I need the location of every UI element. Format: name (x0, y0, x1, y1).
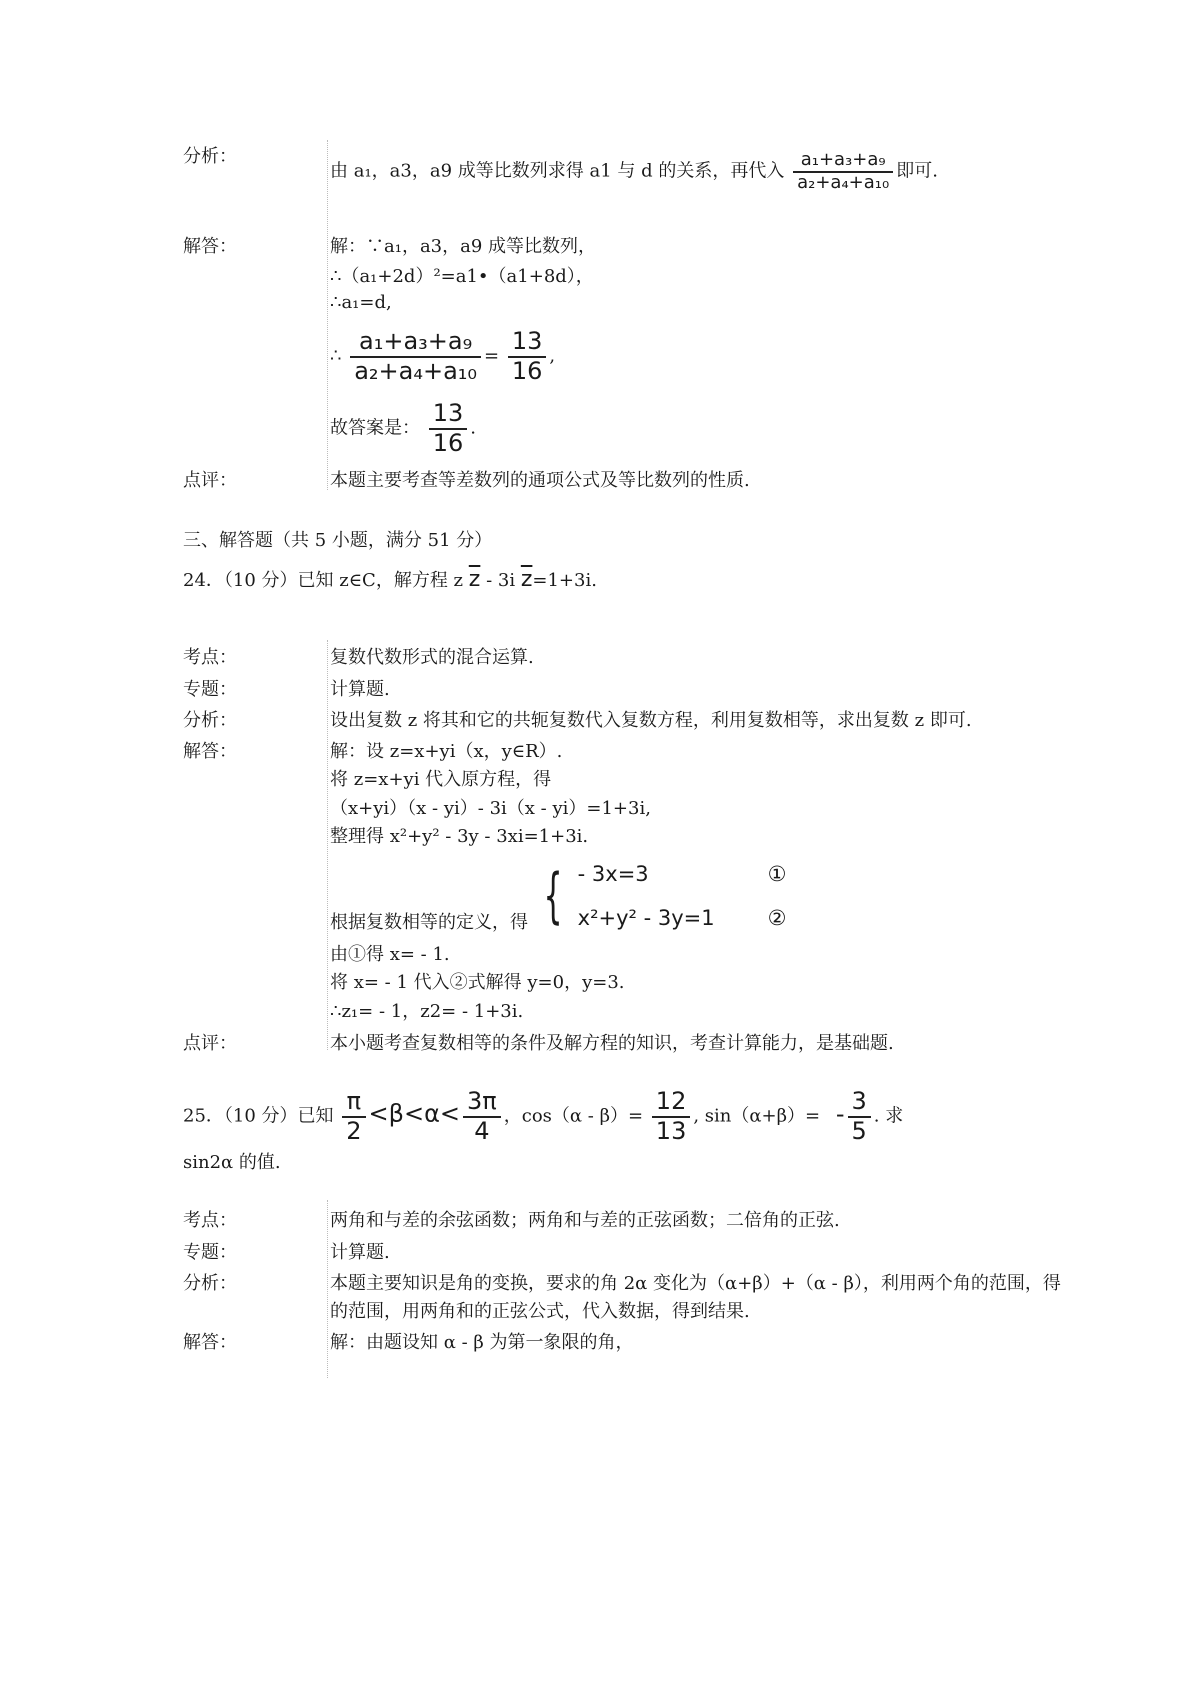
system-row-1 (578, 852, 787, 896)
fraction-denominator: 13 (652, 1116, 691, 1146)
q24-sol-line5 (330, 852, 786, 940)
equation-system (578, 852, 787, 940)
stem-tail: . 求 (873, 1105, 904, 1127)
fraction-denominator: a₂+a₄+a₁₀ (793, 171, 893, 194)
cos-value (652, 1088, 691, 1145)
q25-point-label: 考点： (183, 1210, 237, 1231)
ratio-fraction (350, 328, 481, 385)
q23-review-label: 点评： (183, 470, 237, 491)
q24-analysis-label: 分析： (183, 710, 237, 731)
q24-sol-line7: 将 x= - 1 代入②式解得 y=0，y=3. (330, 972, 625, 993)
q24-topic-label: 专题： (183, 679, 237, 700)
q24-review-label: 点评： (183, 1033, 237, 1054)
q24-sol-line3: （x+yi）（x - yi）- 3i（x - yi）=1+3i, (330, 798, 651, 819)
q24-sol-line8: ∴z₁= - 1，z2= - 1+3i. (330, 1001, 524, 1022)
q23-analysis-label: 分析： (183, 146, 237, 167)
therefore-symbol: ∴ (330, 345, 342, 367)
q25-stem-line1 (183, 1088, 903, 1145)
q23-sol-line3: ∴a₁=d, (330, 292, 392, 313)
result-numerator: 13 (511, 327, 543, 355)
q25-analysis-line2: 的范围，用两角和的正弦公式，代入数据，得到结果. (330, 1301, 750, 1322)
answer-denominator: 16 (429, 428, 468, 458)
q23-sol-fraction-line (330, 328, 555, 385)
q25-analysis-line1: 本题主要知识是角的变换，要求的角 2α 变化为（α+β）+（α - β），利用两个角的范围，得 (330, 1273, 1061, 1294)
column-divider-q24 (327, 640, 328, 1050)
circled-one: ① (767, 862, 787, 886)
stem-prefix: 24．（10 分）已知 z∈C，解方程 z (183, 570, 464, 591)
q25-topic-text: 计算题. (330, 1242, 390, 1263)
system-eq1: - 3x=3 (577, 862, 649, 886)
column-divider-q25 (327, 1200, 328, 1378)
fraction-denominator: 5 (848, 1116, 871, 1146)
result-denominator: 16 (508, 356, 547, 386)
q25-point-text: 两角和与差的余弦函数；两角和与差的正弦函数；二倍角的正弦. (330, 1210, 840, 1231)
comma: , (549, 345, 556, 367)
analysis-tail: 即可. (896, 160, 938, 182)
q24-sol-line4: 整理得 x²+y² - 3y - 3xi=1+3i. (330, 826, 589, 847)
fraction-numerator: 12 (655, 1087, 687, 1115)
q23-review-text: 本题主要考查等差数列的通项公式及等比数列的性质. (330, 470, 750, 491)
fraction-denominator: 4 (463, 1116, 501, 1146)
pi-over-2 (342, 1088, 365, 1145)
stem-cos: ，cos（α - β）= (503, 1105, 644, 1127)
answer-numerator: 13 (432, 399, 464, 427)
sol-line5-prefix: 根据复数相等的定义，得 (330, 912, 528, 933)
q24-sol-line6: 由①得 x= - 1. (330, 944, 450, 965)
equals-sign: = (484, 345, 500, 367)
q24-analysis-text: 设出复数 z 将其和它的共轭复数代入复数方程，利用复数相等，求出复数 z 即可. (330, 710, 972, 731)
answer-prefix: 故答案是： (330, 417, 420, 439)
stem-tail: =1+3i. (532, 570, 597, 591)
fraction-numerator: 3π (467, 1087, 497, 1115)
answer-fraction (429, 400, 468, 457)
fraction-numerator: 3 (851, 1087, 867, 1115)
q23-sol-line2: ∴（a₁+2d）²=a1•（a1+8d）， (330, 266, 594, 287)
fraction-denominator: 2 (342, 1116, 365, 1146)
q25-stem-line2: sin2α 的值. (183, 1152, 281, 1173)
q24-sol-line1: 解：设 z=x+yi（x，y∈R）. (330, 741, 563, 762)
q25-sol-line1: 解：由题设知 α - β 为第一象限的角， (330, 1332, 634, 1353)
q23-sol-line1: 解：∵a₁，a3，a9 成等比数列， (330, 236, 597, 257)
circled-two: ② (767, 906, 787, 930)
q24-point-text: 复数代数形式的混合运算. (330, 647, 534, 668)
conjugate-z: $\overline{z}$ (468, 567, 481, 592)
stem-mid: - 3i (486, 570, 516, 591)
left-brace: { (543, 861, 563, 931)
fraction-numerator: a₁+a₃+a₉ (359, 327, 473, 355)
q23-solution-label: 解答： (183, 236, 237, 257)
system-eq2: x²+y² - 3y=1 (577, 906, 715, 930)
stem-prefix: 25．（10 分）已知 (183, 1105, 334, 1127)
system-row-2 (578, 896, 787, 940)
q24-review-text: 本小题考查复数相等的条件及解方程的知识，考查计算能力，是基础题. (330, 1033, 894, 1054)
inequality-chain: <β<α< (368, 1099, 461, 1128)
sin-value (848, 1088, 871, 1145)
result-fraction (508, 328, 547, 385)
q24-sol-line2: 将 z=x+yi 代入原方程，得 (330, 769, 552, 790)
answer-period: . (470, 417, 477, 439)
section-heading: 三、解答题（共 5 小题，满分 51 分） (183, 530, 493, 551)
fraction-numerator: π (346, 1087, 362, 1115)
q25-analysis-label: 分析： (183, 1273, 237, 1294)
q23-analysis-text (330, 150, 938, 193)
fraction-denominator: a₂+a₄+a₁₀ (350, 356, 481, 386)
stem-sin: , sin（α+β）= (693, 1105, 821, 1127)
q24-solution-label: 解答： (183, 741, 237, 762)
three-pi-over-4 (463, 1088, 501, 1145)
q25-solution-label: 解答： (183, 1332, 237, 1353)
q25-topic-label: 专题： (183, 1242, 237, 1263)
q24-topic-text: 计算题. (330, 679, 390, 700)
conjugate-z: $\overline{z}$ (520, 567, 533, 592)
q24-stem (183, 566, 597, 592)
q24-point-label: 考点： (183, 647, 237, 668)
q23-answer-line (330, 400, 476, 457)
analysis-text: 由 a₁，a3，a9 成等比数列求得 a1 与 d 的关系，再代入 (330, 160, 785, 182)
minus-sign: - (835, 1099, 845, 1128)
analysis-fraction (793, 150, 893, 193)
column-divider-top (327, 140, 328, 490)
fraction-numerator: a₁+a₃+a₉ (800, 149, 886, 170)
